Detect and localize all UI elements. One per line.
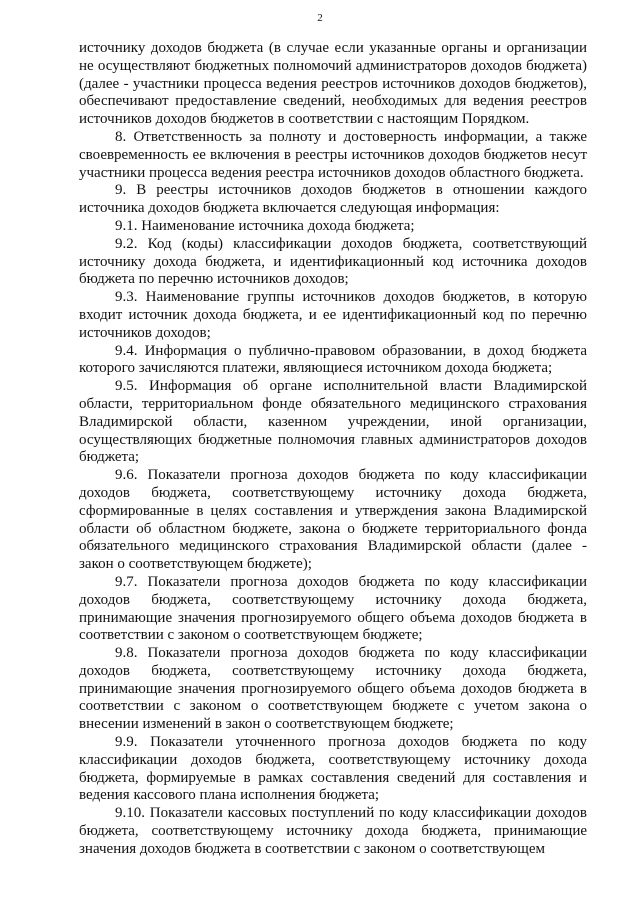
paragraph-9-10: 9.10. Показатели кассовых поступлений по коду классификации доходов бюджета, соответствующему источнику дохода бюджета, принимающие значения доходов бюджета в соответствии с законом о соответствующем xyxy=(79,805,587,857)
paragraph-9: 9. В реестры источников доходов бюджетов в отношении каждого источника доходов бюджета включается следующая информация: xyxy=(79,182,587,217)
paragraph-9-3: 9.3. Наименование группы источников доходов бюджетов, в которую входит источник дохода бюджета, и ее идентификационный код по перечню источников доходов; xyxy=(79,289,587,341)
paragraph-9-7: 9.7. Показатели прогноза доходов бюджета по коду классификации доходов бюджета, соответствующему источнику дохода бюджета, принимающие значения прогнозируемого общего объема доходов бюджета в соответствии с законом о соответствующем бюджете; xyxy=(79,573,587,644)
paragraph-9-2: 9.2. Код (коды) классификации доходов бюджета, соответствующий источнику дохода бюджета, и идентификационный код источника доходов бюджета по перечню источников доходов; xyxy=(79,235,587,288)
paragraph-9-5: 9.5. Информация об органе исполнительной власти Владимирской области, территориальном фонде обязательного медицинского страхования Владимирской области, казенном учреждении, иной организации, осуществляющих бюджетные полномочия главных администраторов доходов бюджета; xyxy=(79,378,587,466)
paragraph-9-1: 9.1. Наименование источника дохода бюджета; xyxy=(115,217,415,234)
paragraph-8: 8. Ответственность за полноту и достоверность информации, а также своевременность ее включения в реестры источников доходов бюджетов несут участники процесса ведения реестра источников доходов областного бюджета. xyxy=(79,128,587,181)
paragraph-9-4: 9.4. Информация о публично-правовом образовании, в доход бюджета которого зачисляются платежи, являющиеся источником дохода бюджета; xyxy=(79,342,587,377)
paragraph-9-9: 9.9. Показатели уточненного прогноза доходов бюджета по коду классификации доходов бюджета, соответствующему источнику дохода бюджета, формируемые в рамках составления сведений для составления и ведения кассового плана исполнения бюджета; xyxy=(79,734,587,804)
paragraph-9-8: 9.8. Показатели прогноза доходов бюджета по коду классификации доходов бюджета, соответствующему источнику дохода бюджета, принимающие значения прогнозируемого общего объема доходов бюджета в соответствии с законом о соответствующем бюджете с учетом закона о внесении изменений в закон о соответствующем бюджете; xyxy=(79,645,587,733)
paragraph-9-6: 9.6. Показатели прогноза доходов бюджета по коду классификации доходов бюджета, соответствующему источнику дохода бюджета, сформированные в целях составления и утверждения закона Владимирской области об областном бюджете, закона о бюджете территориального фонда обязательного медицинского страхования Владимирской области (далее - закон о соответствующем бюджете); xyxy=(79,467,587,573)
paragraph-continuation: источнику доходов бюджета (в случае если указанные органы и организации не осуществляют бюджетных полномочий администраторов доходов бюджета) (далее - участники процесса ведения реестров источников доходов бюджетов), обеспечивают предоставление сведений, необходимых для ведения реестров источников доходов бюджетов в соответствии с настоящим Порядком. xyxy=(79,40,587,128)
document-body xyxy=(79,40,587,859)
page-number: 2 xyxy=(317,12,323,24)
